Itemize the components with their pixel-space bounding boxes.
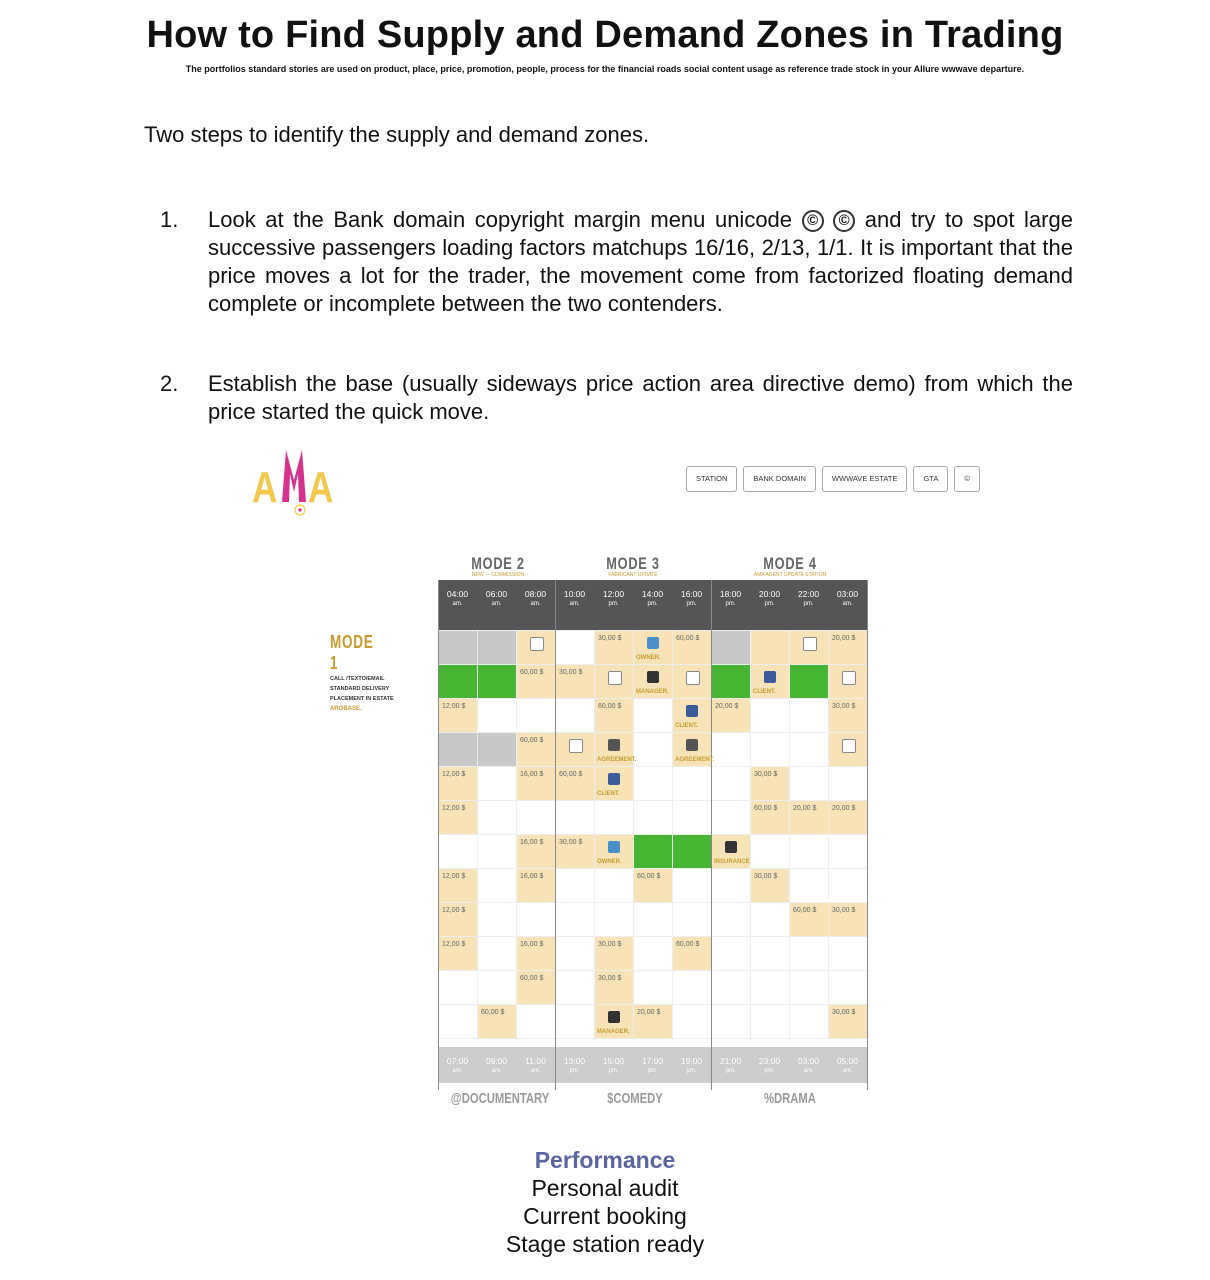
time-cell — [789, 580, 828, 630]
cell-price: 20,00 $ — [832, 635, 856, 642]
time-period: pm. — [764, 1068, 775, 1074]
grid-line — [438, 698, 868, 699]
cell-price: 30,00 $ — [832, 703, 856, 710]
schedule-cell[interactable] — [751, 801, 789, 834]
schedule-cell[interactable] — [556, 665, 594, 698]
schedule-cell[interactable] — [634, 869, 672, 902]
cell-price: 60,00 $ — [520, 669, 544, 676]
time-period: am. — [530, 601, 541, 607]
grid-line — [438, 1038, 868, 1039]
cell-price: 30,00 $ — [754, 873, 778, 880]
time-period: am. — [530, 1068, 541, 1074]
schedule-cell[interactable] — [517, 869, 555, 902]
time-cell — [594, 1047, 633, 1083]
schedule-cell[interactable] — [790, 801, 828, 834]
bottom-time-bar — [438, 1047, 868, 1083]
schedule-cell[interactable] — [595, 937, 633, 970]
time-value: 08:00 — [524, 589, 547, 599]
time-value: 15:00 — [602, 1056, 625, 1066]
schedule-cell[interactable] — [556, 733, 594, 766]
safe-icon — [608, 739, 620, 751]
grid-line — [438, 970, 868, 971]
cell-price: 12,00 $ — [442, 805, 466, 812]
mode-1-line: AROBASE. — [330, 706, 362, 712]
cell-caption: OWNER. — [636, 655, 661, 661]
time-period: am. — [569, 601, 580, 607]
time-value: 13:00 — [563, 1056, 586, 1066]
time-cell — [438, 580, 477, 630]
time-period: pm. — [608, 1068, 619, 1074]
cell-caption: CLIENT. — [753, 689, 776, 695]
cash-icon — [725, 841, 737, 853]
doc-icon — [686, 671, 700, 685]
copyright-icon: © — [833, 210, 855, 232]
schedule-cell[interactable] — [712, 631, 750, 664]
time-value: 09:00 — [485, 1056, 508, 1066]
footer-comedy: $COMEDY — [607, 1090, 663, 1107]
cell-price: 12,00 $ — [442, 703, 466, 710]
time-period: am. — [842, 601, 853, 607]
chair-icon — [686, 705, 698, 717]
time-cell — [672, 1047, 711, 1083]
cell-price: 12,00 $ — [442, 873, 466, 880]
cell-price: 30,00 $ — [559, 839, 583, 846]
schedule-cell[interactable] — [751, 767, 789, 800]
cell-price: 60,00 $ — [520, 737, 544, 744]
time-value: 12:00 — [602, 589, 625, 599]
step-text: Look at the Bank domain copyright margin menu unicode © © and try to spot large successive passengers loading factors matchups 16/16, 2/13, 1/1. It is important that the price moves a lot for the trader, the movement come from factorized floating demand complete or incomplete between the two contenders. — [208, 207, 1073, 316]
time-cell — [711, 1047, 750, 1083]
time-cell — [477, 1047, 516, 1083]
time-value: 04:00 — [446, 589, 469, 599]
nav-station[interactable]: STATION — [686, 466, 737, 492]
schedule-cell[interactable] — [829, 733, 867, 766]
performance-heading: Performance — [534, 1147, 676, 1173]
schedule-cell[interactable] — [517, 767, 555, 800]
time-cell — [633, 1047, 672, 1083]
step-text: Establish the base (usually sideways price action area directive demo) from which the price started the quick move. — [208, 371, 1073, 424]
time-value: 19:00 — [680, 1056, 703, 1066]
schedule-cell[interactable] — [673, 835, 711, 868]
doc-icon — [842, 671, 856, 685]
schedule-cell[interactable] — [517, 631, 555, 664]
schedule-cell[interactable] — [712, 665, 750, 698]
time-period: am. — [842, 1068, 853, 1074]
mode-divider — [867, 580, 868, 1090]
schedule-cell[interactable] — [517, 835, 555, 868]
cell-price: 12,00 $ — [442, 771, 466, 778]
time-cell — [750, 1047, 789, 1083]
cell-price: 60,00 $ — [598, 703, 622, 710]
schedule-cell[interactable] — [439, 937, 477, 970]
time-period: am. — [452, 1068, 463, 1074]
time-period: pm. — [647, 601, 658, 607]
time-period: pm. — [764, 601, 775, 607]
schedule-cell[interactable] — [439, 699, 477, 732]
performance-line: Stage station ready — [505, 1231, 705, 1257]
schedule-cell[interactable] — [517, 665, 555, 698]
time-value: 17:00 — [641, 1056, 664, 1066]
time-period: am. — [803, 1068, 814, 1074]
time-period: am. — [452, 601, 463, 607]
schedule-cell[interactable] — [439, 903, 477, 936]
time-period: am. — [491, 601, 502, 607]
step-number: 2. — [160, 371, 179, 396]
doc-icon — [530, 637, 544, 651]
cell-caption: AGREEMENT. — [597, 757, 637, 763]
cell-price: 60,00 $ — [793, 907, 817, 914]
schedule-cell[interactable] — [751, 665, 789, 698]
top-time-bar — [438, 580, 868, 630]
schedule-cell[interactable] — [829, 699, 867, 732]
schedule-cell[interactable] — [439, 869, 477, 902]
cell-price: 12,00 $ — [442, 941, 466, 948]
time-cell — [828, 580, 867, 630]
cell-price: 30,00 $ — [754, 771, 778, 778]
nav-gta[interactable]: GTA — [913, 466, 948, 492]
schedule-cell[interactable] — [478, 1005, 516, 1038]
schedule-cell[interactable] — [478, 733, 516, 766]
schedule-cell[interactable] — [478, 665, 516, 698]
cell-price: 30,00 $ — [832, 1009, 856, 1016]
time-cell — [555, 580, 594, 630]
grid-line — [438, 766, 868, 767]
time-value: 05:00 — [836, 1056, 859, 1066]
schedule-cell[interactable] — [595, 767, 633, 800]
nav-wwwave-estate[interactable]: WWWAVE ESTATE — [822, 466, 908, 492]
mode-2-header: MODE 2 NEW — COMMISSION — [471, 554, 525, 578]
page-subtitle: The portfolios standard stories are used on product, place, price, promotion, people, process for the financial roads social content usage as reference trade stock in your Allure wwwave departure. — [185, 64, 1025, 74]
time-cell — [438, 1047, 477, 1083]
time-cell — [750, 580, 789, 630]
schedule-cell[interactable] — [556, 835, 594, 868]
grid-line — [438, 936, 868, 937]
time-cell — [828, 1047, 867, 1083]
time-cell — [789, 1047, 828, 1083]
schedule-cell[interactable] — [829, 801, 867, 834]
cell-price: 60,00 $ — [520, 975, 544, 982]
plane-icon — [647, 637, 659, 649]
time-period: pm. — [725, 1068, 736, 1074]
schedule-cell[interactable] — [712, 699, 750, 732]
schedule-cell[interactable] — [439, 733, 477, 766]
page-title: How to Find Supply and Demand Zones in Trading — [146, 14, 1064, 56]
cell-price: 16,00 $ — [520, 873, 544, 880]
time-value: 23:00 — [758, 1056, 781, 1066]
time-period: am. — [491, 1068, 502, 1074]
cell-caption: INSURANCE — [714, 859, 750, 865]
cell-price: 20,00 $ — [637, 1009, 661, 1016]
schedule-cell[interactable] — [790, 665, 828, 698]
schedule-cell[interactable] — [790, 631, 828, 664]
performance-block — [0, 1146, 1210, 1258]
intro-text: Two steps to identify the supply and demand zones. — [144, 122, 650, 147]
mode-4-header: MODE 4 AMA AGENT UPDATE STATION — [753, 554, 827, 578]
schedule-cell[interactable] — [439, 801, 477, 834]
schedule-cell[interactable] — [634, 835, 672, 868]
cell-caption: CLIENT. — [675, 723, 698, 729]
schedule-cell[interactable] — [517, 971, 555, 1004]
schedule-cell[interactable] — [634, 1005, 672, 1038]
safe-icon — [686, 739, 698, 751]
cell-caption: OWNER. — [597, 859, 622, 865]
schedule-cell[interactable] — [517, 937, 555, 970]
schedule-cell[interactable] — [673, 699, 711, 732]
time-cell — [477, 580, 516, 630]
schedule-cell[interactable] — [829, 665, 867, 698]
footer-drama: %DRAMA — [764, 1090, 816, 1107]
svg-text:A: A — [252, 463, 278, 512]
time-value: 16:00 — [680, 589, 703, 599]
time-period: pm. — [686, 601, 697, 607]
ama-logo — [252, 440, 352, 520]
cell-price: 60,00 $ — [637, 873, 661, 880]
time-value: 03:00 — [797, 1056, 820, 1066]
time-cell — [555, 1047, 594, 1083]
nav-copyright[interactable]: © — [954, 466, 980, 492]
cell-price: 30,00 $ — [832, 907, 856, 914]
mode-1-block — [330, 632, 400, 714]
time-cell — [594, 580, 633, 630]
schedule-cell[interactable] — [478, 631, 516, 664]
cell-price: 30,00 $ — [598, 975, 622, 982]
chair-icon — [608, 773, 620, 785]
doc-icon — [569, 739, 583, 753]
time-period: pm. — [569, 1068, 580, 1074]
time-value: 10:00 — [563, 589, 586, 599]
time-cell — [672, 580, 711, 630]
cash-icon — [647, 671, 659, 683]
schedule-cell[interactable] — [790, 903, 828, 936]
schedule-grid — [438, 630, 868, 1040]
schedule-cell[interactable] — [595, 665, 633, 698]
schedule-cell[interactable] — [673, 665, 711, 698]
doc-icon — [803, 637, 817, 651]
nav-bank-domain[interactable]: BANK DOMAIN — [743, 466, 816, 492]
time-value: 06:00 — [485, 589, 508, 599]
svg-text:A: A — [308, 463, 334, 512]
schedule-cell[interactable] — [751, 869, 789, 902]
cell-price: 20,00 $ — [832, 805, 856, 812]
plane-icon — [608, 841, 620, 853]
cell-price: 20,00 $ — [715, 703, 739, 710]
schedule-cell[interactable] — [556, 767, 594, 800]
schedule-cell[interactable] — [634, 665, 672, 698]
performance-line: Current booking — [523, 1203, 687, 1229]
cell-price: 60,00 $ — [676, 941, 700, 948]
time-value: 14:00 — [641, 589, 664, 599]
schedule-cell[interactable] — [712, 835, 750, 868]
mode-1-line: CALL /TEXTO/EMAIL — [330, 676, 385, 682]
time-value: 03:00 — [836, 589, 859, 599]
mode-1-title: MODE 1 — [330, 632, 374, 673]
time-cell — [711, 580, 750, 630]
cell-price: 60,00 $ — [559, 771, 583, 778]
schedule-cell[interactable] — [829, 1005, 867, 1038]
cell-price: 16,00 $ — [520, 941, 544, 948]
schedule-cell[interactable] — [829, 903, 867, 936]
time-cell — [516, 580, 555, 630]
cell-price: 12,00 $ — [442, 907, 466, 914]
performance-line: Personal audit — [531, 1175, 679, 1201]
schedule-cell[interactable] — [673, 631, 711, 664]
time-period: pm. — [647, 1068, 658, 1074]
cash-icon — [608, 1011, 620, 1023]
doc-icon — [842, 739, 856, 753]
time-period: pm. — [803, 601, 814, 607]
time-value: 22:00 — [797, 589, 820, 599]
cell-price: 60,00 $ — [754, 805, 778, 812]
schedule-cell[interactable] — [751, 631, 789, 664]
cell-price: 60,00 $ — [481, 1009, 505, 1016]
time-period: pm. — [725, 601, 736, 607]
schedule-cell[interactable] — [673, 937, 711, 970]
cell-caption: MANAGER. — [597, 1029, 630, 1035]
mode-1-line: STANDARD DELIVERY — [330, 686, 390, 692]
schedule-cell[interactable] — [595, 733, 637, 766]
time-cell — [633, 580, 672, 630]
nav-bar — [686, 466, 980, 492]
schedule-cell[interactable] — [595, 1005, 633, 1038]
schedule-cell[interactable] — [595, 699, 633, 732]
cell-price: 60,00 $ — [676, 635, 700, 642]
cell-price: 30,00 $ — [598, 635, 622, 642]
cell-caption: MANAGER. — [636, 689, 669, 695]
schedule-cell[interactable] — [673, 733, 715, 766]
cell-price: 30,00 $ — [559, 669, 583, 676]
footer-documentary: @DOCUMENTARY — [450, 1090, 550, 1107]
time-value: 18:00 — [719, 589, 742, 599]
copyright-icon: © — [802, 210, 824, 232]
schedule-cell[interactable] — [439, 631, 477, 664]
schedule-cell[interactable] — [634, 631, 672, 664]
time-period: pm. — [608, 601, 619, 607]
time-period: pm. — [686, 1068, 697, 1074]
cell-price: 30,00 $ — [598, 941, 622, 948]
chair-icon — [764, 671, 776, 683]
time-cell — [516, 1047, 555, 1083]
time-value: 20:00 — [758, 589, 781, 599]
schedule-cell[interactable] — [439, 665, 477, 698]
cell-price: 16,00 $ — [520, 771, 544, 778]
schedule-cell[interactable] — [595, 835, 633, 868]
time-value: 07:00 — [446, 1056, 469, 1066]
mode-1-line: PLACEMENT IN ESTATE — [330, 696, 394, 702]
schedule-cell[interactable] — [595, 631, 633, 664]
cell-price: 20,00 $ — [793, 805, 817, 812]
step-number: 1. — [160, 207, 179, 232]
cell-price: 16,00 $ — [520, 839, 544, 846]
time-value: 11:00 — [525, 1056, 546, 1066]
schedule-cell[interactable] — [517, 733, 555, 766]
doc-icon — [608, 671, 622, 685]
schedule-cell[interactable] — [829, 631, 867, 664]
cell-caption: CLIENT. — [597, 791, 620, 797]
cell-caption: AGREEMENT. — [675, 757, 715, 763]
time-value: 21:00 — [719, 1056, 742, 1066]
schedule-cell[interactable] — [439, 767, 477, 800]
mode-3-header: MODE 3 FABRICANT UPDATE — [606, 554, 660, 578]
schedule-cell[interactable] — [595, 971, 633, 1004]
